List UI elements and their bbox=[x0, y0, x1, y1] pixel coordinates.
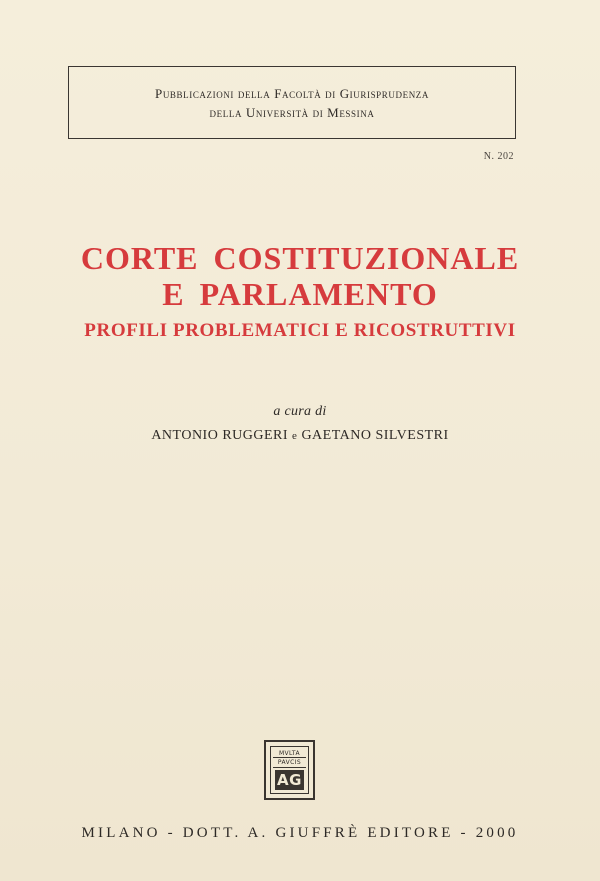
logo-divider bbox=[273, 757, 306, 758]
title-block bbox=[0, 240, 600, 342]
editors-conjunction: e bbox=[292, 430, 298, 442]
publisher-logo bbox=[264, 740, 315, 800]
book-title-line-2: E PARLAMENTO bbox=[162, 276, 438, 312]
editors-block bbox=[0, 404, 600, 444]
editors-names bbox=[0, 428, 600, 444]
series-line-university: della Università di Messina bbox=[209, 105, 375, 120]
logo-divider bbox=[273, 767, 306, 768]
logo-frame bbox=[270, 746, 309, 794]
book-title-line-1: CORTE COSTITUZIONALE bbox=[80, 240, 520, 276]
logo-motto-line-1: MVLTA bbox=[278, 750, 301, 757]
publisher-imprint: MILANO - DOTT. A. GIUFFRÈ EDITORE - 2000 bbox=[81, 825, 519, 841]
editors-intro: a cura di bbox=[273, 404, 327, 419]
book-subtitle: PROFILI PROBLEMATICI E RICOSTRUTTIVI bbox=[84, 320, 516, 341]
logo-monogram: AG bbox=[275, 770, 304, 790]
editor-name-1: ANTONIO RUGGERI bbox=[151, 428, 289, 443]
logo-motto-line-2: PAVCIS bbox=[277, 759, 302, 766]
series-number: N. 202 bbox=[483, 151, 514, 162]
series-box bbox=[68, 66, 516, 139]
series-line-faculty: Pubblicazioni della Facoltà di Giurisprudenza bbox=[154, 86, 429, 101]
editor-name-2: GAETANO SILVESTRI bbox=[301, 428, 449, 443]
